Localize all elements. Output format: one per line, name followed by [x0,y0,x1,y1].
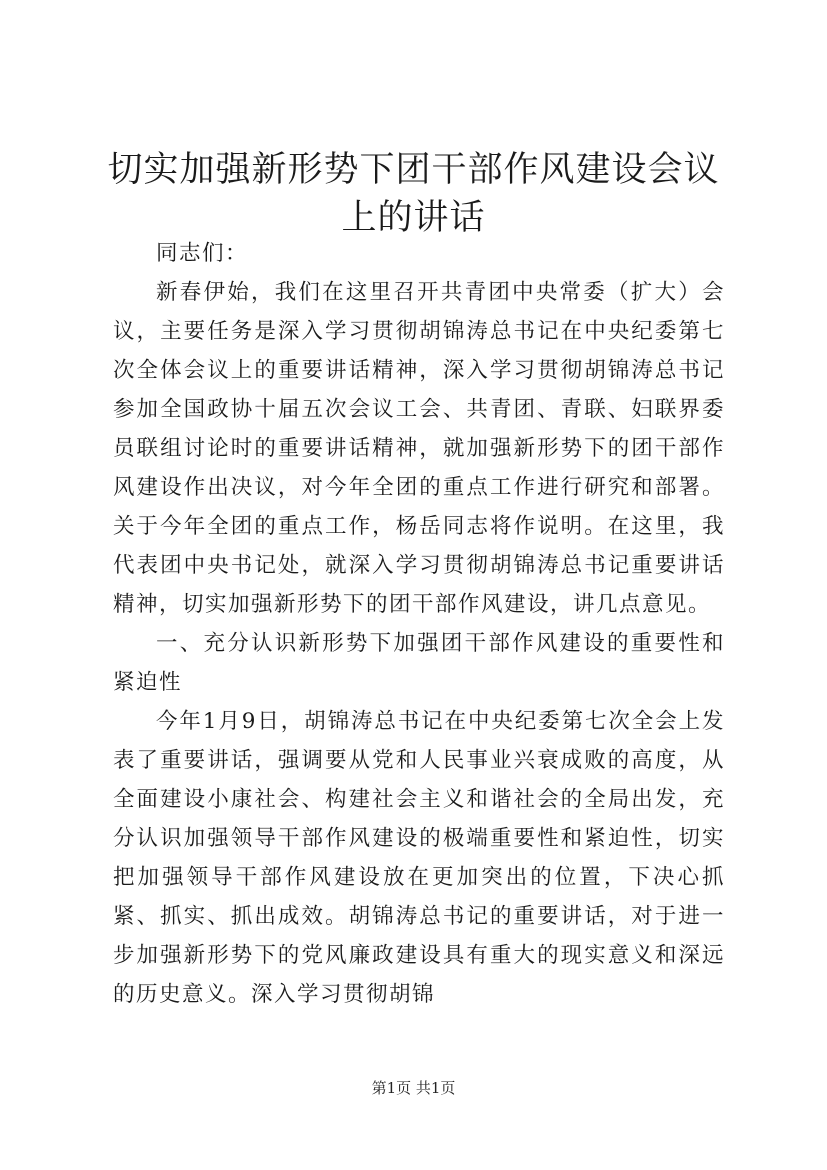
salutation: 同志们： [156,241,249,266]
document-body [113,234,725,1014]
body-paragraph: 新春伊始，我们在这里召开共青团中央常委（扩大）会议，主要任务是深入学习贯彻胡锦涛总书记在中央纪委第七次全体会议上的重要讲话精神，深入学习贯彻胡锦涛总书记参加全国政协十届五次会议工会、共青团、青联、妇联界委员联组讨论时的重要讲话精神，就加强新形势下的团干部作风建设作出决议，对今年全团的重点工作进行研究和部署。关于今年全团的重点工作，杨岳同志将作说明。在这里，我代表团中央书记处，就深入学习贯彻胡锦涛总书记重要讲话精神，切实加强新形势下的团干部作风建设，讲几点意见。 [113,280,725,617]
body-paragraph: 今年1月9日，胡锦涛总书记在中央纪委第七次全会上发表了重要讲话，强调要从党和人民事业兴衰成败的高度，从全面建设小康社会、构建社会主义和谐社会的全局出发，充分认识加强领导干部作风建设的极端重要性和紧迫性，切实把加强领导干部作风建设放在更加突出的位置，下决心抓紧、抓实、抓出成效。胡锦涛总书记的重要讲话，对于进一步加强新形势下的党风廉政建设具有重大的现实意义和深远的历史意义。深入学习贯彻胡锦 [113,709,725,1007]
page-footer: 第1页 共1页 [371,1079,456,1097]
section-heading: 一、充分认识新形势下加强团干部作风建设的重要性和紧迫性 [113,631,725,695]
document-title: 切实加强新形势下团干部作风建设会议上的讲话 [107,150,720,238]
